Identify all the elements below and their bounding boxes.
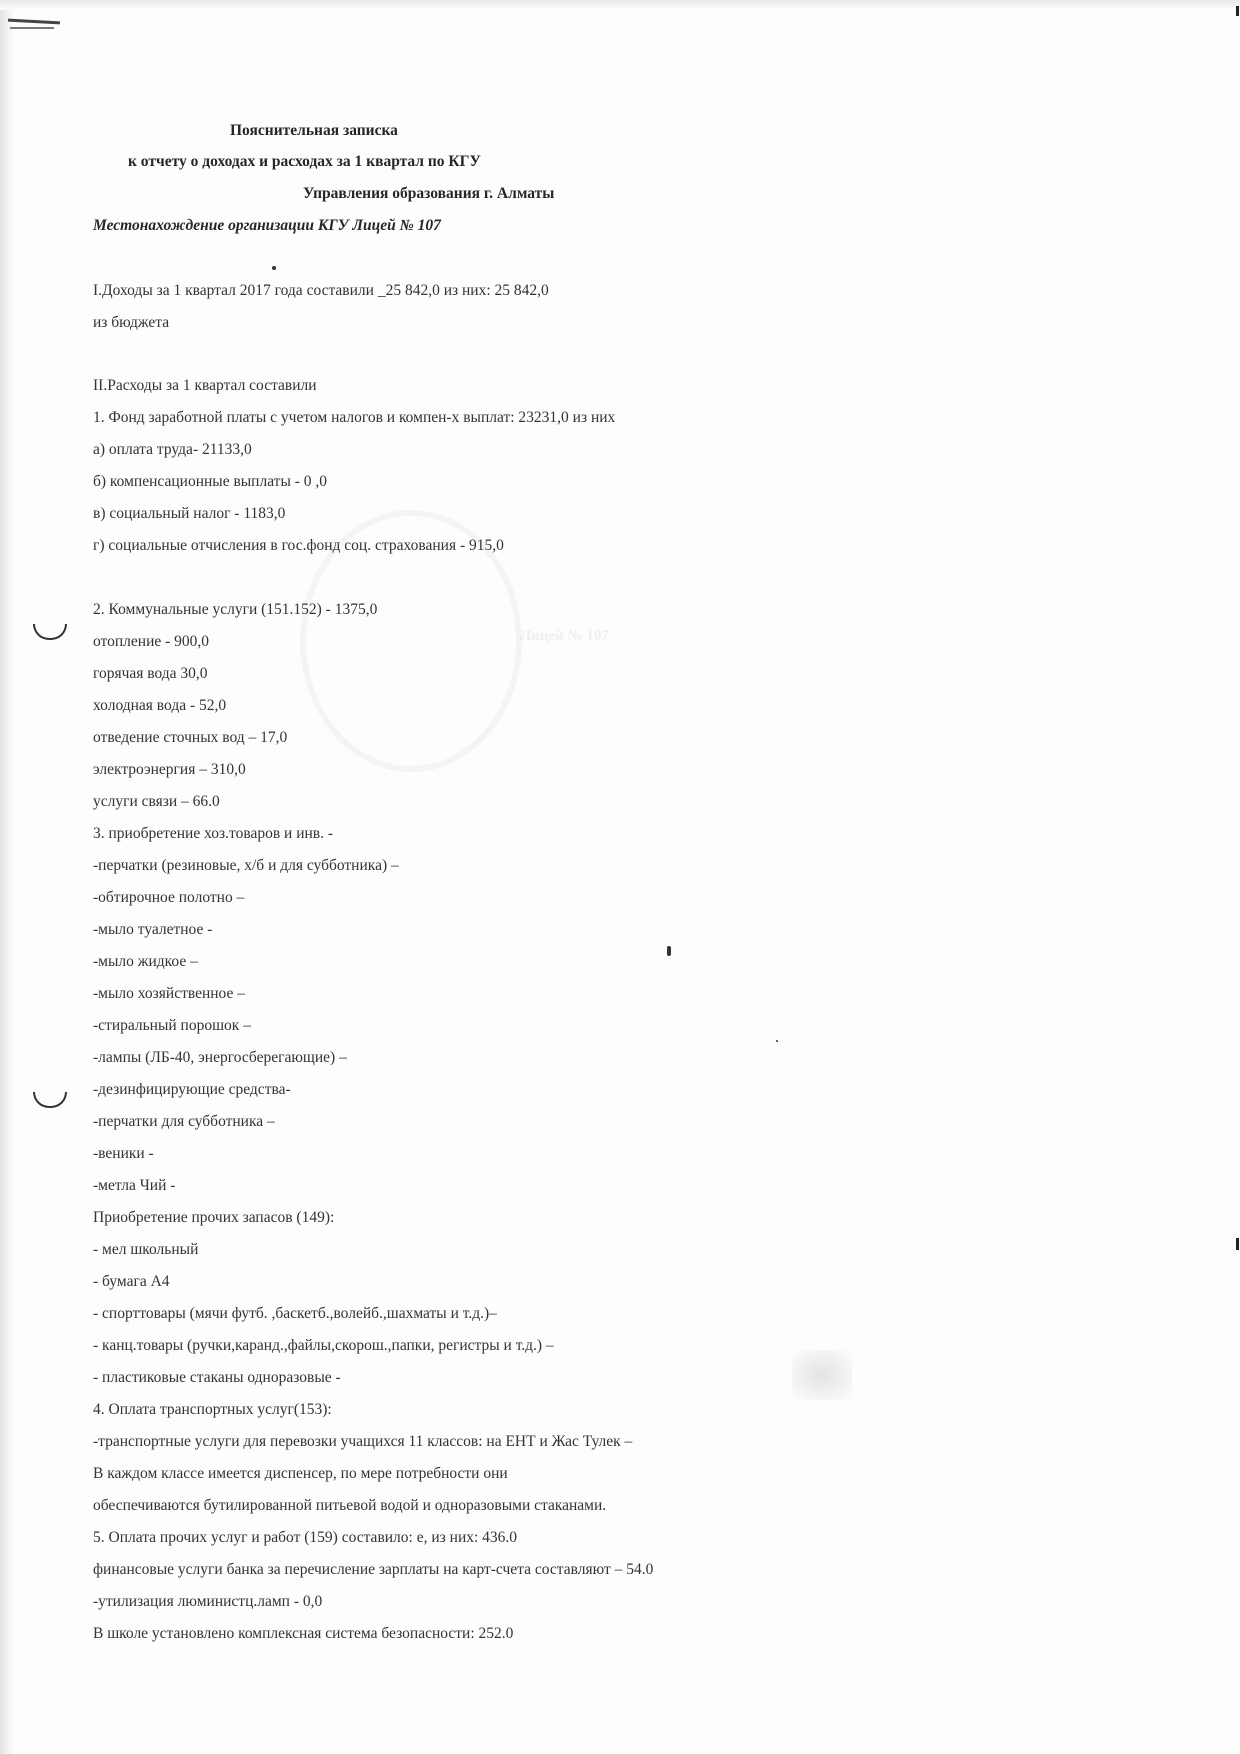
text-line: В каждом классе имеется диспенсер, по мере потребности они bbox=[93, 1465, 508, 1482]
scan-top-shadow bbox=[0, 0, 1240, 10]
text-line: г) социальные отчисления в гос.фонд соц. страхования - 915,0 bbox=[93, 537, 504, 554]
text-line: -обтирочное полотно – bbox=[93, 889, 245, 906]
text-line: -транспортные услуги для перевозки учащихся 11 классов: на ЕНТ и Жас Тулек – bbox=[93, 1433, 633, 1450]
text-line: отведение сточных вод – 17,0 bbox=[93, 729, 288, 746]
text-line: -мыло хозяйственное – bbox=[93, 985, 245, 1002]
text-line: -метла Чий - bbox=[93, 1177, 176, 1194]
text-line: - бумага А4 bbox=[93, 1273, 170, 1290]
text-line: 2. Коммунальные услуги (151.152) - 1375,0 bbox=[93, 601, 378, 618]
text-line: -веники - bbox=[93, 1145, 154, 1162]
text-line: 3. приобретение хоз.товаров и инв. - bbox=[93, 825, 334, 842]
text-line: -лампы (ЛБ-40, энергосберегающие) – bbox=[93, 1049, 347, 1066]
text-line: б) компенсационные выплаты - 0 ,0 bbox=[93, 473, 328, 490]
pen-mark bbox=[10, 27, 54, 29]
text-line: - мел школьный bbox=[93, 1241, 199, 1258]
punch-hole-mark bbox=[33, 624, 67, 640]
text-line: II.Расходы за 1 квартал составили bbox=[93, 377, 317, 394]
text-line: -перчатки для субботника – bbox=[93, 1113, 275, 1130]
text-line: отопление - 900,0 bbox=[93, 633, 210, 650]
text-line: - канц.товары (ручки,каранд.,файлы,скорош.,папки, регистры и т.д.) – bbox=[93, 1337, 554, 1354]
text-line: -дезинфицирующие средства- bbox=[93, 1081, 291, 1098]
text-line: -мыло жидкое – bbox=[93, 953, 198, 970]
pen-mark bbox=[8, 19, 60, 25]
text-line: I.Доходы за 1 квартал 2017 года составили _25 842,0 из них: 25 842,0 bbox=[93, 282, 549, 299]
speck bbox=[667, 946, 671, 956]
organization-location: Местонахождение организации КГУ Лицей № 107 bbox=[93, 217, 441, 234]
text-line: - пластиковые стаканы одноразовые - bbox=[93, 1369, 341, 1386]
text-line: -перчатки (резиновые, х/б и для субботника) – bbox=[93, 857, 399, 874]
text-line: 1. Фонд заработной платы с учетом налогов и компен-х выплат: 23231,0 из них bbox=[93, 409, 616, 426]
punch-hole-mark bbox=[33, 1092, 67, 1108]
text-line: -утилизация люминистц.ламп - 0,0 bbox=[93, 1593, 323, 1610]
smudge bbox=[792, 1350, 852, 1400]
document-department: Управления образования г. Алматы bbox=[303, 185, 555, 202]
scan-edge-shadow bbox=[0, 0, 14, 1754]
text-line: Приобретение прочих запасов (149): bbox=[93, 1209, 335, 1226]
text-line: электроэнергия – 310,0 bbox=[93, 761, 246, 778]
edge-mark bbox=[1236, 1238, 1239, 1250]
text-line: 5. Оплата прочих услуг и работ (159) составило: е, из них: 436.0 bbox=[93, 1529, 518, 1546]
text-line: в) социальный налог - 1183,0 bbox=[93, 505, 286, 522]
text-line: горячая вода 30,0 bbox=[93, 665, 208, 682]
text-line: -мыло туалетное - bbox=[93, 921, 213, 938]
text-line: - спорттовары (мячи футб. ,баскетб.,волейб.,шахматы и т.д.)– bbox=[93, 1305, 497, 1322]
text-line: В школе установлено комплексная система безопасности: 252.0 bbox=[93, 1625, 514, 1642]
document-title: Пояснительная записка bbox=[230, 122, 398, 139]
text-line: холодная вода - 52,0 bbox=[93, 697, 227, 714]
text-line: -стиральный порошок – bbox=[93, 1017, 251, 1034]
text-line: обеспечиваются бутилированной питьевой водой и одноразовыми стаканами. bbox=[93, 1497, 607, 1514]
speck bbox=[776, 1040, 778, 1042]
text-line: услуги связи – 66.0 bbox=[93, 793, 220, 810]
document-subtitle: к отчету о доходах и расходах за 1 квартал по КГУ bbox=[128, 153, 481, 170]
text-line: 4. Оплата транспортных услуг(153): bbox=[93, 1401, 332, 1418]
text-line: из бюджета bbox=[93, 314, 170, 331]
text-line: а) оплата труда- 21133,0 bbox=[93, 441, 252, 458]
bleed-through-text: Лицей № 107 bbox=[520, 628, 609, 644]
speck bbox=[272, 266, 276, 270]
edge-mark bbox=[1236, 6, 1239, 16]
text-line: финансовые услуги банка за перечисление зарплаты на карт-счета составляют – 54.0 bbox=[93, 1561, 654, 1578]
